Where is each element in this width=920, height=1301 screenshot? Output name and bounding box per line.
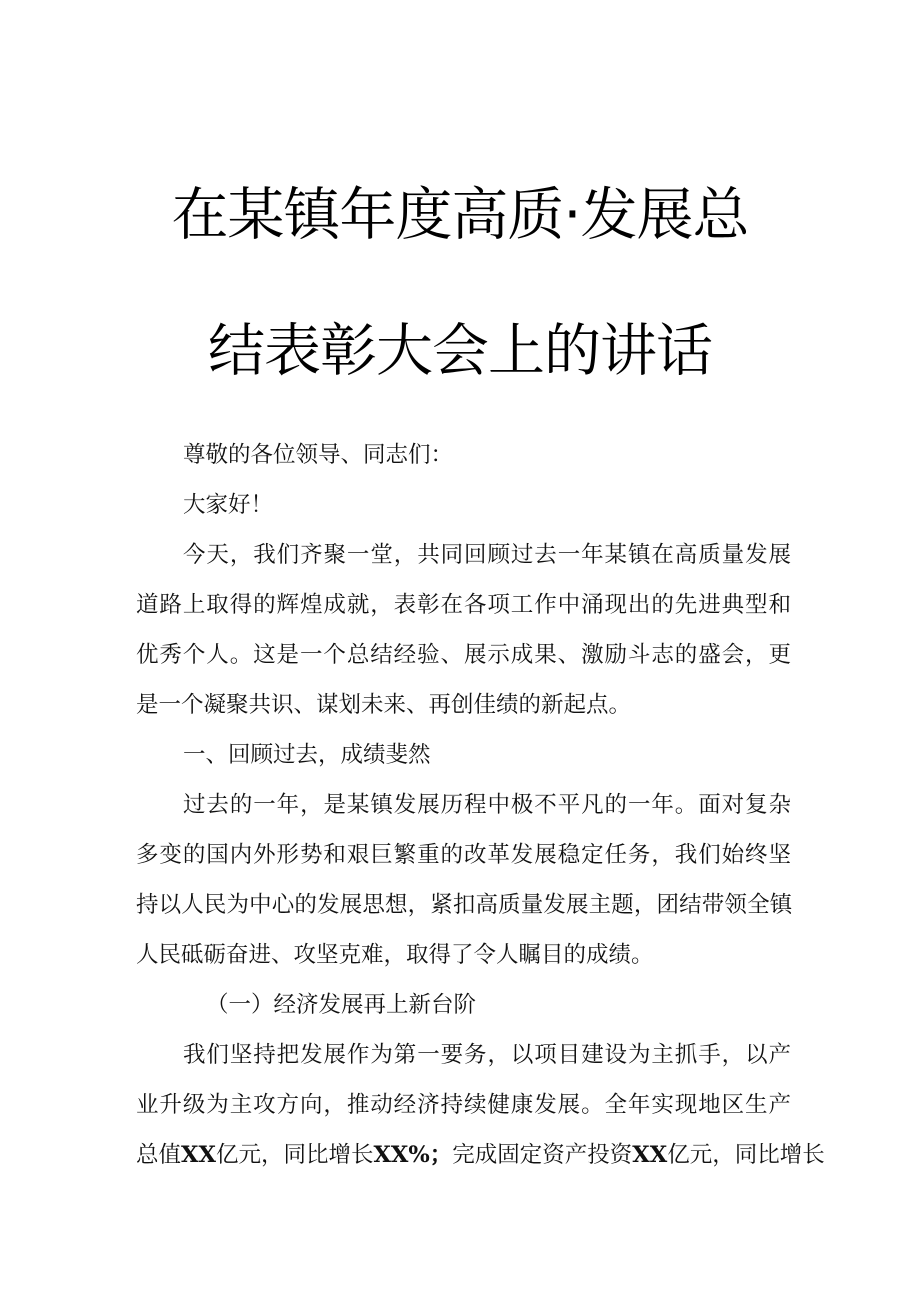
section-1-line-4: 人民砥砺奋进、攻坚克难，取得了令人瞩目的成绩。 <box>136 942 654 968</box>
text-run: 亿元，同比增长 <box>667 1142 825 1168</box>
intro-line-4: 是一个凝聚共识、谋划未来、再创佳绩的新起点。 <box>136 692 632 718</box>
intro-line-1: 今天，我们齐聚一堂，共同回顾过去一年某镇在高质量发展 <box>183 542 791 568</box>
title-line-1: 在某镇年度高质·发展总 <box>171 182 749 248</box>
subsection-1-line-3 <box>136 1130 825 1180</box>
text-run: 完成固定资产投资 <box>452 1142 633 1168</box>
text-run: 总值 <box>136 1142 182 1168</box>
intro-line-2: 道路上取得的辉煌成就，表彰在各项工作中涌现出的先进典型和 <box>136 592 791 618</box>
greeting: 大家好！ <box>183 492 274 518</box>
title-line-2: 结表彰大会上的讲话 <box>208 318 712 384</box>
text-run: 亿元，同比增长 <box>215 1142 374 1168</box>
section-1-heading: 一、回顾过去，成绩斐然 <box>183 742 431 768</box>
section-1-line-1: 过去的一年，是某镇发展历程中极不平凡的一年。面对复杂 <box>183 792 791 818</box>
placeholder-value: XX%； <box>373 1142 453 1168</box>
subsection-1-heading: （一）经济发展再上新台阶 <box>206 992 477 1018</box>
salutation: 尊敬的各位领导、同志们： <box>183 442 454 468</box>
intro-line-3: 优秀个人。这是一个总结经验、展示成果、激励斗志的盛会，更 <box>136 642 791 668</box>
placeholder-value: XX <box>632 1142 668 1168</box>
subsection-1-line-1: 我们坚持把发展作为第一要务，以项目建设为主抓手，以产 <box>183 1042 791 1068</box>
placeholder-value: XX <box>181 1142 216 1168</box>
section-1-line-3: 持以人民为中心的发展思想，紧扣高质量发展主题，团结带领全镇 <box>136 892 791 918</box>
subsection-1-line-2: 业升级为主攻方向，推动经济持续健康发展。全年实现地区生产 <box>136 1092 791 1118</box>
section-1-line-2: 多变的国内外形势和艰巨繁重的改革发展稳定任务，我们始终坚 <box>136 842 791 868</box>
